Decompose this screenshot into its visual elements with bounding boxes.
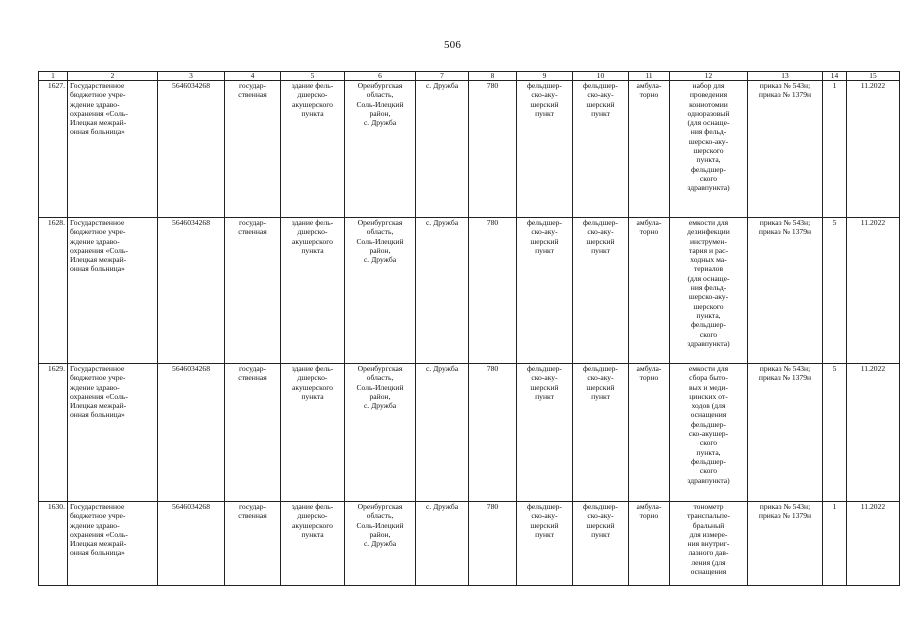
equipment-table [38, 71, 900, 586]
row-number: 1627. [47, 81, 65, 90]
organization-name: Государственное бюджетное учре- ждение здраво- охранения «Соль- Илецкая межрай- онная больница» [70, 364, 128, 420]
care-conditions: амбула- торно [636, 364, 662, 383]
address: Оренбургская область, Соль-Илецкий район, с. Дружба [356, 218, 404, 265]
orders: приказ № 543н; приказ № 1379н [758, 81, 812, 100]
due-date: 11.2022 [860, 81, 886, 90]
column-header: 5 [281, 72, 345, 81]
column-number-row [39, 72, 900, 81]
page-number: 506 [443, 39, 462, 51]
column-header: 12 [670, 72, 748, 81]
column-header: 6 [345, 72, 416, 81]
population: 780 [486, 218, 499, 227]
settlement: с. Дружба [425, 81, 459, 90]
building-name: здание фель- дшерско- акушерского пункта [291, 81, 334, 118]
population: 780 [486, 81, 499, 90]
table-row [39, 81, 900, 218]
organization-name: Государственное бюджетное учре- ждение здраво- охранения «Соль- Илецкая межрай- онная больница» [70, 502, 128, 558]
inn-value: 5646034268 [172, 218, 210, 227]
inn-value: 5646034268 [172, 364, 210, 373]
due-date: 11.2022 [860, 364, 886, 373]
unit-type: фельдшер- ско-аку- шерский пункт [527, 81, 562, 118]
population: 780 [486, 502, 499, 511]
equipment-item: набор для проведения кониотомии одноразовый (для оснаще- ния фельд- шерско-аку- шерского пункта, фельдшер- ского здравпункта) [687, 81, 730, 193]
column-header: 9 [517, 72, 573, 81]
organization-name: Государственное бюджетное учре- ждение здраво- охранения «Соль- Илецкая межрай- онная больница» [70, 218, 128, 274]
care-conditions: амбула- торно [636, 502, 662, 521]
column-header: 13 [748, 72, 823, 81]
unit-type: фельдшер- ско-аку- шерский пункт [527, 502, 562, 539]
equipment-item: емкости для сбора быто- вых и меди- цинских от- ходов (для оснащения фельдшер- ско-акушер- ского пункта, фельдшер- ского здравпункта) [687, 364, 730, 485]
row-number: 1629. [47, 364, 65, 373]
quantity: 1 [832, 81, 837, 90]
quantity: 1 [832, 502, 837, 511]
building-name: здание фель- дшерско- акушерского пункта [291, 218, 334, 255]
unit-type-secondary: фельдшер- ско-аку- шерский пункт [583, 81, 618, 118]
column-header: 11 [629, 72, 670, 81]
address: Оренбургская область, Соль-Илецкий район, с. Дружба [356, 364, 404, 411]
column-header: 2 [68, 72, 158, 81]
column-header: 3 [158, 72, 225, 81]
organization-name: Государственное бюджетное учре- ждение здраво- охранения «Соль- Илецкая межрай- онная больница» [70, 81, 128, 137]
inn-value: 5646034268 [172, 502, 210, 511]
table-row [39, 502, 900, 586]
ownership-form: государ- ственная [238, 81, 267, 100]
table-row [39, 218, 900, 364]
row-number: 1628. [47, 218, 65, 227]
address: Оренбургская область, Соль-Илецкий район, с. Дружба [356, 81, 404, 128]
settlement: с. Дружба [425, 218, 459, 227]
unit-type: фельдшер- ско-аку- шерский пункт [527, 364, 562, 401]
equipment-item: емкости для дезинфекции инструмен- тария и рас- ходных ма- териалов (для оснаще- ния фельд- шерско-аку- шерского пункта, фельдшер- ского здравпункта) [687, 218, 730, 348]
column-header: 1 [39, 72, 68, 81]
settlement: с. Дружба [425, 502, 459, 511]
quantity: 5 [832, 218, 837, 227]
orders: приказ № 543н; приказ № 1379н [758, 218, 812, 237]
unit-type-secondary: фельдшер- ско-аку- шерский пункт [583, 502, 618, 539]
unit-type: фельдшер- ско-аку- шерский пункт [527, 218, 562, 255]
settlement: с. Дружба [425, 364, 459, 373]
building-name: здание фель- дшерско- акушерского пункта [291, 364, 334, 401]
ownership-form: государ- ственная [238, 218, 267, 237]
inn-value: 5646034268 [172, 81, 210, 90]
column-header: 8 [469, 72, 517, 81]
column-header: 15 [847, 72, 900, 81]
population: 780 [486, 364, 499, 373]
equipment-item: тонометр транспальпе- бральный для измере- ния внутриг- лазного дав- ления (для оснащения [687, 502, 730, 577]
column-header: 7 [416, 72, 469, 81]
ownership-form: государ- ственная [238, 364, 267, 383]
column-header: 10 [573, 72, 629, 81]
building-name: здание фель- дшерско- акушерского пункта [291, 502, 334, 539]
unit-type-secondary: фельдшер- ско-аку- шерский пункт [583, 364, 618, 401]
unit-type-secondary: фельдшер- ско-аку- шерский пункт [583, 218, 618, 255]
quantity: 5 [832, 364, 837, 373]
ownership-form: государ- ственная [238, 502, 267, 521]
care-conditions: амбула- торно [636, 81, 662, 100]
care-conditions: амбула- торно [636, 218, 662, 237]
due-date: 11.2022 [860, 502, 886, 511]
due-date: 11.2022 [860, 218, 886, 227]
column-header: 4 [225, 72, 281, 81]
address: Оренбургская область, Соль-Илецкий район, с. Дружба [356, 502, 404, 549]
table-row [39, 364, 900, 502]
orders: приказ № 543н; приказ № 1379н [758, 364, 812, 383]
column-header: 14 [823, 72, 847, 81]
orders: приказ № 543н; приказ № 1379н [758, 502, 812, 521]
row-number: 1630. [47, 502, 65, 511]
